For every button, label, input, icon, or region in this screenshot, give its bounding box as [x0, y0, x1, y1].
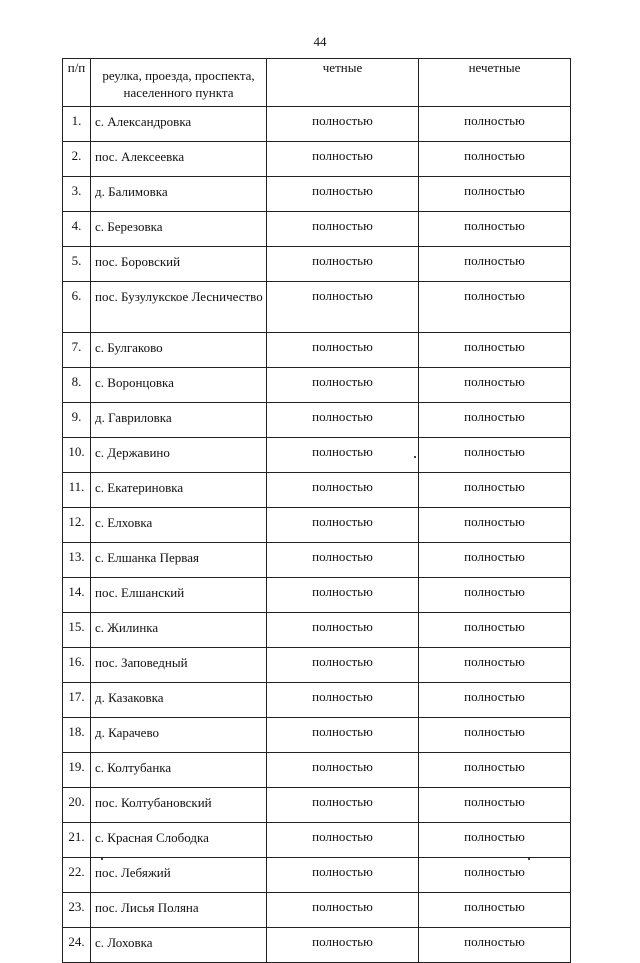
- even-side-value: полностью: [267, 247, 419, 282]
- settlement-name: пос. Бузулукское Лесничество: [91, 282, 267, 333]
- row-number: 12.: [63, 508, 91, 543]
- odd-side-value: полностью: [419, 928, 571, 963]
- settlement-name: пос. Елшанский: [91, 578, 267, 613]
- even-side-value: полностью: [267, 823, 419, 858]
- table-row: [63, 858, 571, 893]
- table-row: [63, 212, 571, 247]
- even-side-value: полностью: [267, 368, 419, 403]
- odd-side-value: полностью: [419, 648, 571, 683]
- odd-side-value: полностью: [419, 368, 571, 403]
- odd-side-value: полностью: [419, 858, 571, 893]
- even-side-value: полностью: [267, 508, 419, 543]
- settlement-name: пос. Лебяжий: [91, 858, 267, 893]
- even-side-value: полностью: [267, 107, 419, 142]
- row-number: 1.: [63, 107, 91, 142]
- row-number: 2.: [63, 142, 91, 177]
- row-number: 23.: [63, 893, 91, 928]
- even-side-value: полностью: [267, 212, 419, 247]
- odd-side-value: полностью: [419, 107, 571, 142]
- table-row: [63, 578, 571, 613]
- odd-side-value: полностью: [419, 578, 571, 613]
- settlement-name: д. Гавриловка: [91, 403, 267, 438]
- even-side-value: полностью: [267, 893, 419, 928]
- even-side-value: полностью: [267, 928, 419, 963]
- odd-side-value: полностью: [419, 247, 571, 282]
- header-num: п/п: [63, 59, 91, 107]
- odd-side-value: полностью: [419, 508, 571, 543]
- table-row: [63, 177, 571, 212]
- settlement-name: д. Карачево: [91, 718, 267, 753]
- even-side-value: полностью: [267, 333, 419, 368]
- settlement-name: с. Лоховка: [91, 928, 267, 963]
- odd-side-value: полностью: [419, 473, 571, 508]
- table-row: [63, 508, 571, 543]
- settlement-name: с. Державино: [91, 438, 267, 473]
- row-number: 5.: [63, 247, 91, 282]
- odd-side-value: полностью: [419, 142, 571, 177]
- table-row: [63, 333, 571, 368]
- table-row: [63, 928, 571, 963]
- row-number: 15.: [63, 613, 91, 648]
- table-row: [63, 613, 571, 648]
- odd-side-value: полностью: [419, 543, 571, 578]
- odd-side-value: полностью: [419, 683, 571, 718]
- even-side-value: полностью: [267, 858, 419, 893]
- table-row: [63, 683, 571, 718]
- odd-side-value: полностью: [419, 212, 571, 247]
- even-side-value: полностью: [267, 473, 419, 508]
- settlement-name: пос. Боровский: [91, 247, 267, 282]
- row-number: 3.: [63, 177, 91, 212]
- table-row: [63, 893, 571, 928]
- row-number: 13.: [63, 543, 91, 578]
- settlement-name: д. Балимовка: [91, 177, 267, 212]
- row-number: 8.: [63, 368, 91, 403]
- row-number: 18.: [63, 718, 91, 753]
- even-side-value: полностью: [267, 142, 419, 177]
- settlement-name: с. Березовка: [91, 212, 267, 247]
- settlement-name: с. Елшанка Первая: [91, 543, 267, 578]
- even-side-value: полностью: [267, 438, 419, 473]
- settlement-name: с. Красная Слободка: [91, 823, 267, 858]
- odd-side-value: полностью: [419, 893, 571, 928]
- table-row: [63, 543, 571, 578]
- odd-side-value: полностью: [419, 282, 571, 333]
- table-row: [63, 247, 571, 282]
- table-row: [63, 368, 571, 403]
- row-number: 14.: [63, 578, 91, 613]
- header-odd: нечетные: [419, 59, 571, 107]
- table-row: [63, 788, 571, 823]
- odd-side-value: полностью: [419, 718, 571, 753]
- table-row: [63, 753, 571, 788]
- settlement-name: д. Казаковка: [91, 683, 267, 718]
- scan-speck: [528, 858, 530, 860]
- scan-speck: [414, 456, 416, 458]
- row-number: 17.: [63, 683, 91, 718]
- scan-speck: [101, 858, 103, 860]
- settlement-name: пос. Заповедный: [91, 648, 267, 683]
- settlement-name: с. Елховка: [91, 508, 267, 543]
- settlement-name: пос. Колтубановский: [91, 788, 267, 823]
- row-number: 4.: [63, 212, 91, 247]
- even-side-value: полностью: [267, 578, 419, 613]
- table-row: [63, 142, 571, 177]
- odd-side-value: полностью: [419, 438, 571, 473]
- page-number: 44: [313, 34, 327, 49]
- even-side-value: полностью: [267, 403, 419, 438]
- header-name: реулка, проезда, проспекта, населенного пункта: [91, 59, 267, 107]
- odd-side-value: полностью: [419, 333, 571, 368]
- table-row: [63, 107, 571, 142]
- even-side-value: полностью: [267, 177, 419, 212]
- even-side-value: полностью: [267, 282, 419, 333]
- table-row: [63, 403, 571, 438]
- odd-side-value: полностью: [419, 613, 571, 648]
- table-row: [63, 473, 571, 508]
- row-number: 20.: [63, 788, 91, 823]
- row-number: 11.: [63, 473, 91, 508]
- row-number: 7.: [63, 333, 91, 368]
- table-row: [63, 438, 571, 473]
- settlement-name: пос. Лисья Поляна: [91, 893, 267, 928]
- row-number: 9.: [63, 403, 91, 438]
- table-body: [63, 107, 571, 963]
- odd-side-value: полностью: [419, 788, 571, 823]
- settlements-table: [62, 58, 571, 963]
- odd-side-value: полностью: [419, 403, 571, 438]
- settlement-name: с. Колтубанка: [91, 753, 267, 788]
- row-number: 19.: [63, 753, 91, 788]
- settlement-name: с. Жилинка: [91, 613, 267, 648]
- header-even: четные: [267, 59, 419, 107]
- table-row: [63, 282, 571, 333]
- row-number: 6.: [63, 282, 91, 333]
- even-side-value: полностью: [267, 753, 419, 788]
- row-number: 10.: [63, 438, 91, 473]
- even-side-value: полностью: [267, 683, 419, 718]
- table-row: [63, 718, 571, 753]
- even-side-value: полностью: [267, 718, 419, 753]
- settlement-name: с. Булгаково: [91, 333, 267, 368]
- settlement-name: с. Воронцовка: [91, 368, 267, 403]
- odd-side-value: полностью: [419, 753, 571, 788]
- row-number: 24.: [63, 928, 91, 963]
- settlement-name: пос. Алексеевка: [91, 142, 267, 177]
- row-number: 16.: [63, 648, 91, 683]
- even-side-value: полностью: [267, 613, 419, 648]
- even-side-value: полностью: [267, 788, 419, 823]
- row-number: 22.: [63, 858, 91, 893]
- settlement-name: с. Екатериновка: [91, 473, 267, 508]
- table-row: [63, 648, 571, 683]
- odd-side-value: полностью: [419, 177, 571, 212]
- table-row: [63, 823, 571, 858]
- even-side-value: полностью: [267, 648, 419, 683]
- table-header-row: [63, 59, 571, 107]
- row-number: 21.: [63, 823, 91, 858]
- odd-side-value: полностью: [419, 823, 571, 858]
- settlement-name: с. Александровка: [91, 107, 267, 142]
- even-side-value: полностью: [267, 543, 419, 578]
